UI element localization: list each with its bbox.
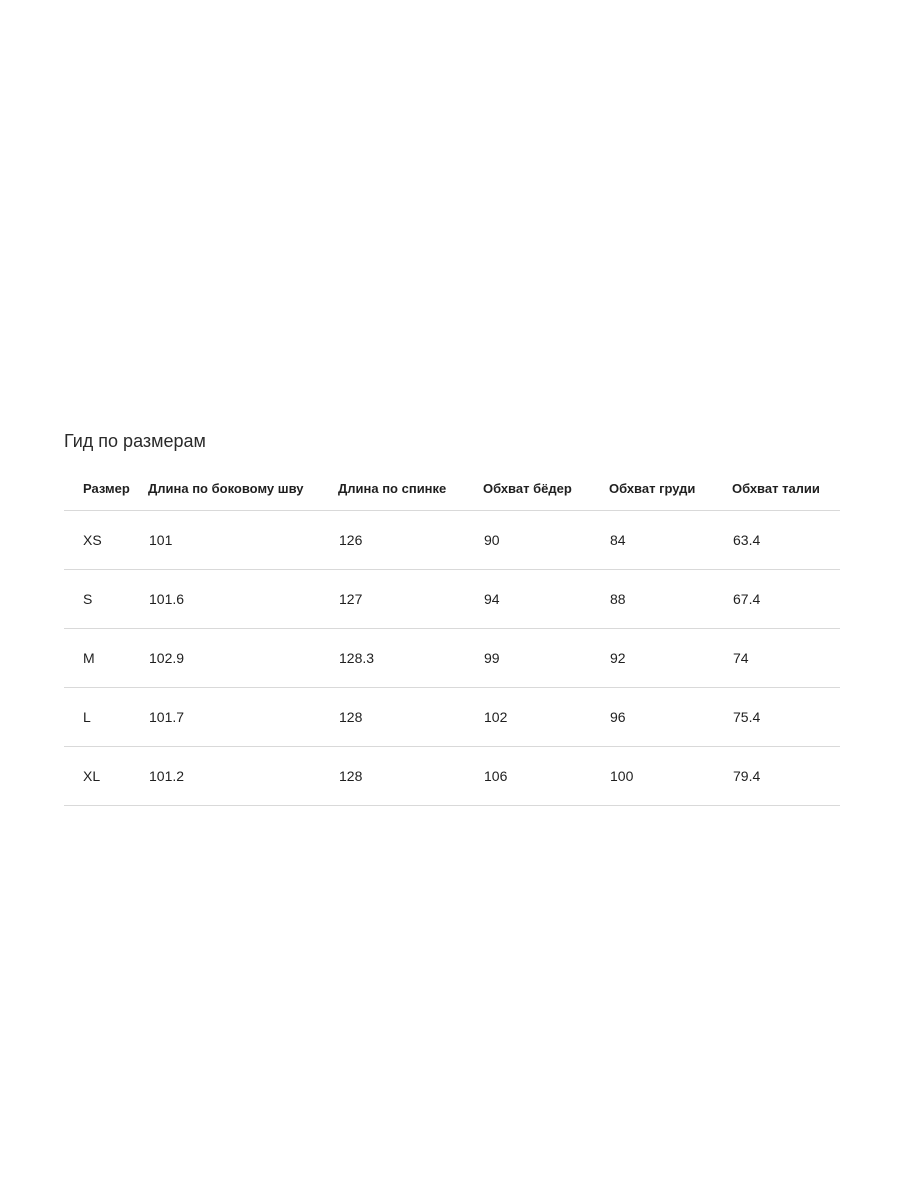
header-row [64, 466, 840, 511]
cell-chest-circumference: 84 [609, 511, 732, 570]
size-table [64, 466, 840, 806]
cell-size: XL [64, 747, 148, 806]
cell-chest-circumference: 88 [609, 570, 732, 629]
header-waist-circumference: Обхват талии [732, 466, 840, 511]
cell-size: XS [64, 511, 148, 570]
cell-back-length: 128.3 [338, 629, 483, 688]
cell-waist-circumference: 75.4 [732, 688, 840, 747]
cell-size: L [64, 688, 148, 747]
cell-waist-circumference: 74 [732, 629, 840, 688]
table-row [64, 747, 840, 806]
table-row [64, 629, 840, 688]
table-row [64, 511, 840, 570]
cell-waist-circumference: 67.4 [732, 570, 840, 629]
cell-side-seam-length: 101 [148, 511, 338, 570]
cell-size: S [64, 570, 148, 629]
cell-side-seam-length: 102.9 [148, 629, 338, 688]
cell-waist-circumference: 79.4 [732, 747, 840, 806]
size-guide-title: Гид по размерам [64, 431, 206, 451]
cell-back-length: 128 [338, 688, 483, 747]
cell-hip-circumference: 99 [483, 629, 609, 688]
cell-chest-circumference: 92 [609, 629, 732, 688]
cell-chest-circumference: 96 [609, 688, 732, 747]
cell-side-seam-length: 101.7 [148, 688, 338, 747]
cell-back-length: 128 [338, 747, 483, 806]
cell-hip-circumference: 90 [483, 511, 609, 570]
header-side-seam-length: Длина по боковому шву [148, 466, 338, 511]
cell-side-seam-length: 101.6 [148, 570, 338, 629]
cell-hip-circumference: 102 [483, 688, 609, 747]
cell-chest-circumference: 100 [609, 747, 732, 806]
cell-back-length: 126 [338, 511, 483, 570]
header-size: Размер [64, 466, 148, 511]
cell-side-seam-length: 101.2 [148, 747, 338, 806]
table-row [64, 688, 840, 747]
cell-back-length: 127 [338, 570, 483, 629]
header-chest-circumference: Обхват груди [609, 466, 732, 511]
table-row [64, 570, 840, 629]
header-hip-circumference: Обхват бёдер [483, 466, 609, 511]
size-table-body [64, 511, 840, 806]
cell-hip-circumference: 94 [483, 570, 609, 629]
cell-waist-circumference: 63.4 [732, 511, 840, 570]
size-guide [64, 428, 840, 806]
cell-hip-circumference: 106 [483, 747, 609, 806]
size-table-head [64, 466, 840, 511]
header-back-length: Длина по спинке [338, 466, 483, 511]
cell-size: M [64, 629, 148, 688]
